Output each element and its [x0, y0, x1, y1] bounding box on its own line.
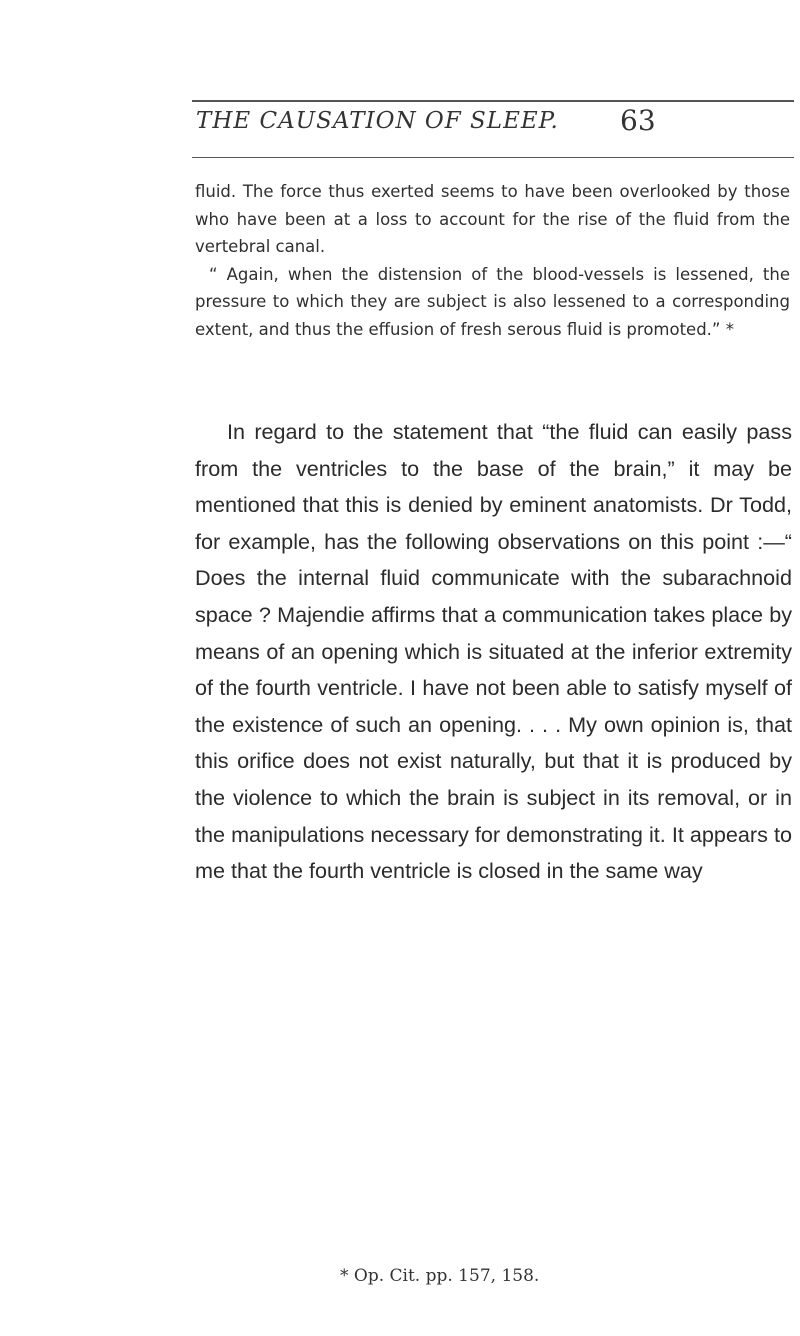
page-number: 63 — [620, 104, 656, 137]
footnote: * Op. Cit. pp. 157, 158. — [340, 1266, 540, 1286]
body-paragraph: In regard to the statement that “the fluid can easily pass from the ventricles to the base of the brain,” it may be mentioned that this is denied by eminent anatomists. Dr Todd, for example, has the following observations on this point :—“ Does the internal fluid communicate with the subarachnoid space ? Majendie affirms that a communication takes place by means of an opening which is situated at the inferior extremity of the fourth ventricle. I have not been able to satisfy myself of the existence of such an opening. . . . My own opinion is, that this orifice does not exist naturally, but that it is produced by the violence to which the brain is subject in its removal, or in the manipulations necessary for demonstrating it. It appears to me that the fourth ventricle is closed in the same way — [195, 419, 792, 884]
quote-paragraph-1: fluid. The force thus exerted seems to have been overlooked by those who have been at a loss to account for the rise of the fluid from the vertebral canal. — [195, 182, 790, 257]
header-top-rule — [192, 100, 794, 102]
running-head: THE CAUSATION OF SLEEP. — [196, 108, 559, 134]
header-bottom-rule — [192, 157, 794, 158]
quoted-passage — [195, 178, 790, 344]
body-text — [195, 414, 792, 890]
quote-paragraph-2: “ Again, when the distension of the blood-vessels is lessened, the pressure to which they are subject is also lessened to a corresponding extent, and thus the effusion of fresh serous fluid is promoted.” * — [195, 264, 790, 339]
